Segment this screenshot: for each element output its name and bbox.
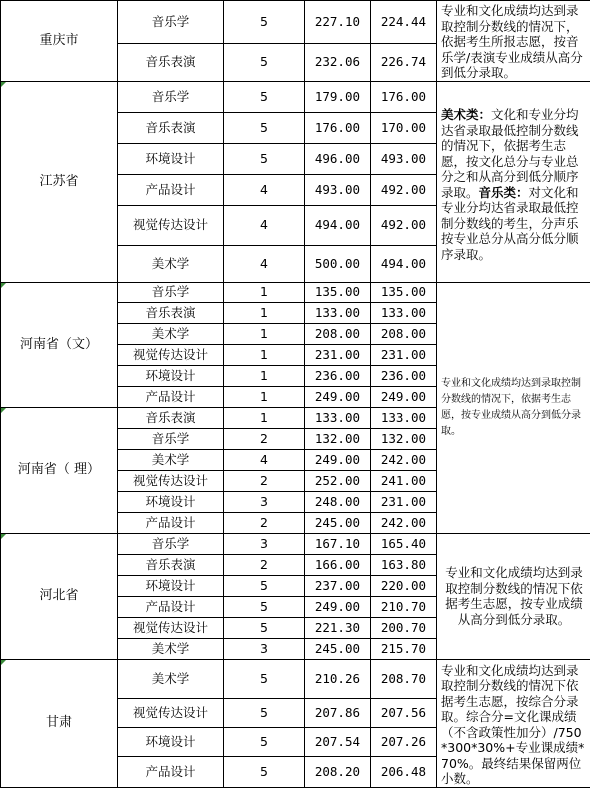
plan-count-cell: 4 (224, 449, 305, 470)
max-score-cell: 493.00 (305, 174, 371, 205)
plan-count-cell: 5 (224, 698, 305, 727)
max-score-cell: 133.00 (305, 407, 371, 428)
plan-count-cell: 4 (224, 174, 305, 205)
max-score-cell: 179.00 (305, 81, 371, 112)
max-score-cell: 252.00 (305, 470, 371, 491)
major-cell: 美术学 (118, 638, 224, 659)
max-score-cell: 166.00 (305, 554, 371, 575)
rule-label-fine-arts: 美术类： (441, 107, 491, 122)
major-cell: 音乐学 (118, 81, 224, 112)
plan-count-cell: 1 (224, 323, 305, 344)
major-cell: 视觉传达设计 (118, 617, 224, 638)
min-score-cell: 170.00 (371, 112, 437, 143)
major-cell: 美术学 (118, 245, 224, 282)
province-cell-henan-li: 河南省（ 理） (1, 407, 118, 533)
major-cell: 美术学 (118, 323, 224, 344)
max-score-cell: 248.00 (305, 491, 371, 512)
max-score-cell: 207.86 (305, 698, 371, 727)
min-score-cell: 241.00 (371, 470, 437, 491)
max-score-cell: 208.20 (305, 756, 371, 787)
min-score-cell: 135.00 (371, 282, 437, 302)
major-cell: 环境设计 (118, 143, 224, 174)
min-score-cell: 163.80 (371, 554, 437, 575)
max-score-cell: 232.06 (305, 44, 371, 81)
plan-count-cell: 1 (224, 282, 305, 302)
province-cell-jiangsu: 江苏省 (1, 81, 118, 282)
max-score-cell: 167.10 (305, 533, 371, 554)
major-cell: 音乐学 (118, 1, 224, 44)
max-score-cell: 207.54 (305, 727, 371, 756)
major-cell: 音乐表演 (118, 302, 224, 323)
plan-count-cell: 3 (224, 638, 305, 659)
major-cell: 音乐表演 (118, 112, 224, 143)
min-score-cell: 231.00 (371, 344, 437, 365)
table-row (1, 659, 590, 698)
min-score-cell: 492.00 (371, 174, 437, 205)
major-cell: 视觉传达设计 (118, 470, 224, 491)
min-score-cell: 133.00 (371, 302, 437, 323)
major-cell: 音乐学 (118, 533, 224, 554)
admission-rule-henan: 专业和文化成绩均达到录取控制分数线的情况下，依据考生志愿，按专业成绩从高分到低分录取。 (437, 282, 590, 533)
plan-count-cell: 4 (224, 245, 305, 282)
admission-rule-chongqing: 专业和文化成绩均达到录取控制分数线的情况下，依据考生所报志愿，按音乐学/表演专业成绩从高分到低分录取。 (437, 1, 590, 82)
major-cell: 音乐学 (118, 282, 224, 302)
admission-rule-hebei: 专业和文化成绩均达到录取控制分数线的情况下依据考生志愿，按专业成绩从高分到低分录取。 (437, 533, 590, 659)
major-cell: 产品设计 (118, 596, 224, 617)
plan-count-cell: 1 (224, 365, 305, 386)
major-cell: 环境设计 (118, 575, 224, 596)
major-cell: 音乐学 (118, 428, 224, 449)
min-score-cell: 208.70 (371, 659, 437, 698)
major-cell: 视觉传达设计 (118, 344, 224, 365)
min-score-cell: 226.74 (371, 44, 437, 81)
plan-count-cell: 5 (224, 112, 305, 143)
plan-count-cell: 5 (224, 756, 305, 787)
table-row (1, 282, 590, 302)
major-cell: 环境设计 (118, 491, 224, 512)
max-score-cell: 133.00 (305, 302, 371, 323)
plan-count-cell: 1 (224, 407, 305, 428)
min-score-cell: 200.70 (371, 617, 437, 638)
major-cell: 视觉传达设计 (118, 205, 224, 245)
max-score-cell: 176.00 (305, 112, 371, 143)
major-cell: 产品设计 (118, 174, 224, 205)
max-score-cell: 135.00 (305, 282, 371, 302)
min-score-cell: 207.56 (371, 698, 437, 727)
min-score-cell: 242.00 (371, 512, 437, 533)
province-cell-henan-wen: 河南省（文） (1, 282, 118, 407)
max-score-cell: 236.00 (305, 365, 371, 386)
min-score-cell: 220.00 (371, 575, 437, 596)
max-score-cell: 249.00 (305, 596, 371, 617)
plan-count-cell: 5 (224, 617, 305, 638)
plan-count-cell: 4 (224, 205, 305, 245)
plan-count-cell: 2 (224, 470, 305, 491)
min-score-cell: 207.26 (371, 727, 437, 756)
max-score-cell: 221.30 (305, 617, 371, 638)
max-score-cell: 496.00 (305, 143, 371, 174)
plan-count-cell: 5 (224, 44, 305, 81)
province-cell-gansu: 甘肃 (1, 659, 118, 787)
major-cell: 产品设计 (118, 386, 224, 407)
major-cell: 产品设计 (118, 512, 224, 533)
major-cell: 环境设计 (118, 727, 224, 756)
plan-count-cell: 2 (224, 428, 305, 449)
max-score-cell: 231.00 (305, 344, 371, 365)
min-score-cell: 208.00 (371, 323, 437, 344)
major-cell: 音乐表演 (118, 554, 224, 575)
major-cell: 音乐表演 (118, 407, 224, 428)
table-row (1, 81, 590, 112)
plan-count-cell: 5 (224, 143, 305, 174)
min-score-cell: 165.40 (371, 533, 437, 554)
min-score-cell: 224.44 (371, 1, 437, 44)
rule-text-fine-arts: 文化和专业分均达省录取最低控制分数线的情况下，依据考生志愿，按文化总分与专业总分之和从高分到低分顺序录取。 (441, 107, 579, 200)
plan-count-cell: 5 (224, 1, 305, 44)
plan-count-cell: 3 (224, 533, 305, 554)
max-score-cell: 245.00 (305, 638, 371, 659)
major-cell: 环境设计 (118, 365, 224, 386)
min-score-cell: 210.70 (371, 596, 437, 617)
plan-count-cell: 1 (224, 386, 305, 407)
plan-count-cell: 1 (224, 344, 305, 365)
max-score-cell: 132.00 (305, 428, 371, 449)
max-score-cell: 494.00 (305, 205, 371, 245)
admission-rule-jiangsu (437, 81, 590, 282)
plan-count-cell: 1 (224, 302, 305, 323)
plan-count-cell: 5 (224, 575, 305, 596)
province-cell-chongqing: 重庆市 (1, 1, 118, 82)
min-score-cell: 215.70 (371, 638, 437, 659)
major-cell: 视觉传达设计 (118, 698, 224, 727)
max-score-cell: 237.00 (305, 575, 371, 596)
max-score-cell: 208.00 (305, 323, 371, 344)
major-cell: 产品设计 (118, 756, 224, 787)
major-cell: 美术学 (118, 449, 224, 470)
max-score-cell: 500.00 (305, 245, 371, 282)
min-score-cell: 249.00 (371, 386, 437, 407)
min-score-cell: 132.00 (371, 428, 437, 449)
min-score-cell: 494.00 (371, 245, 437, 282)
max-score-cell: 210.26 (305, 659, 371, 698)
plan-count-cell: 2 (224, 554, 305, 575)
min-score-cell: 133.00 (371, 407, 437, 428)
plan-count-cell: 3 (224, 491, 305, 512)
plan-count-cell: 5 (224, 81, 305, 112)
min-score-cell: 492.00 (371, 205, 437, 245)
min-score-cell: 231.00 (371, 491, 437, 512)
plan-count-cell: 5 (224, 659, 305, 698)
max-score-cell: 249.00 (305, 449, 371, 470)
table-row (1, 533, 590, 554)
plan-count-cell: 2 (224, 512, 305, 533)
plan-count-cell: 5 (224, 596, 305, 617)
admission-rule-gansu: 专业和文化成绩均达到录取控制分数线的情况下依据考生志愿，按综合分录取。综合分=文化课成绩（不含政策性加分）/750*300*30%+专业课成绩*70%。最终结果保留两位小数。 (437, 659, 590, 787)
max-score-cell: 227.10 (305, 1, 371, 44)
max-score-cell: 249.00 (305, 386, 371, 407)
rule-label-music: 音乐类： (479, 185, 529, 200)
rule-text-music: 对文化和专业分均达省录取最低控制分数线的考生，分声乐按专业总分从高分低分顺序录取。 (441, 185, 579, 262)
major-cell: 音乐表演 (118, 44, 224, 81)
min-score-cell: 176.00 (371, 81, 437, 112)
plan-count-cell: 5 (224, 727, 305, 756)
min-score-cell: 206.48 (371, 756, 437, 787)
max-score-cell: 245.00 (305, 512, 371, 533)
table-row (1, 1, 590, 44)
min-score-cell: 493.00 (371, 143, 437, 174)
major-cell: 美术学 (118, 659, 224, 698)
min-score-cell: 236.00 (371, 365, 437, 386)
min-score-cell: 242.00 (371, 449, 437, 470)
province-cell-hebei: 河北省 (1, 533, 118, 659)
